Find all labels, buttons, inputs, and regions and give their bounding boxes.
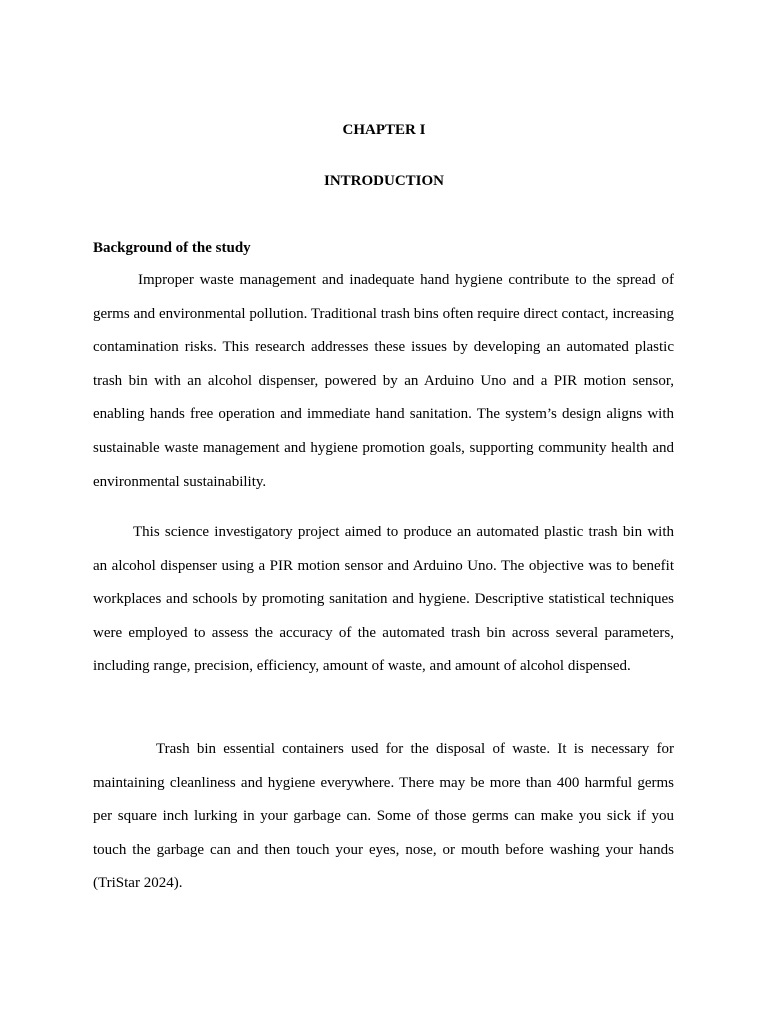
body-paragraph: Improper waste management and inadequate hand hygiene contribute to the spread of germs and environmental pollution. Traditional trash bins often require direct contact, increasing contamination risks. This research addresses these issues by developing an automated plastic trash bin with an alcohol dispenser, powered by an Arduino Uno and a PIR motion sensor, enabling hands free operation and immediate hand sanitation. The system’s design aligns with sustainable waste management and hygiene promotion goals, supporting community health and environmental sustainability. [93, 272, 674, 490]
body-paragraph: This science investigatory project aimed to produce an automated plastic trash bin with an alcohol dispenser using a PIR motion sensor and Arduino Uno. The objective was to benefit workplaces and schools by promoting sanitation and hygiene. Descriptive statistical techniques were employed to assess the accuracy of the automated trash bin across several parameters, including range, precision, efficiency, amount of waste, and amount of alcohol dispensed. [93, 524, 674, 675]
chapter-heading: CHAPTER I [342, 122, 426, 138]
chapter-title: INTRODUCTION [323, 173, 444, 189]
body-paragraph: Trash bin essential containers used for the disposal of waste. It is necessary for maintaining cleanliness and hygiene everywhere. There may be more than 400 harmful germs per square inch lurking in your garbage can. Some of those germs can make you sick if you touch the garbage can and then touch your eyes, nose, or mouth before washing your hands (TriStar 2024). [93, 741, 674, 892]
section-subheading: Background of the study [93, 240, 251, 256]
